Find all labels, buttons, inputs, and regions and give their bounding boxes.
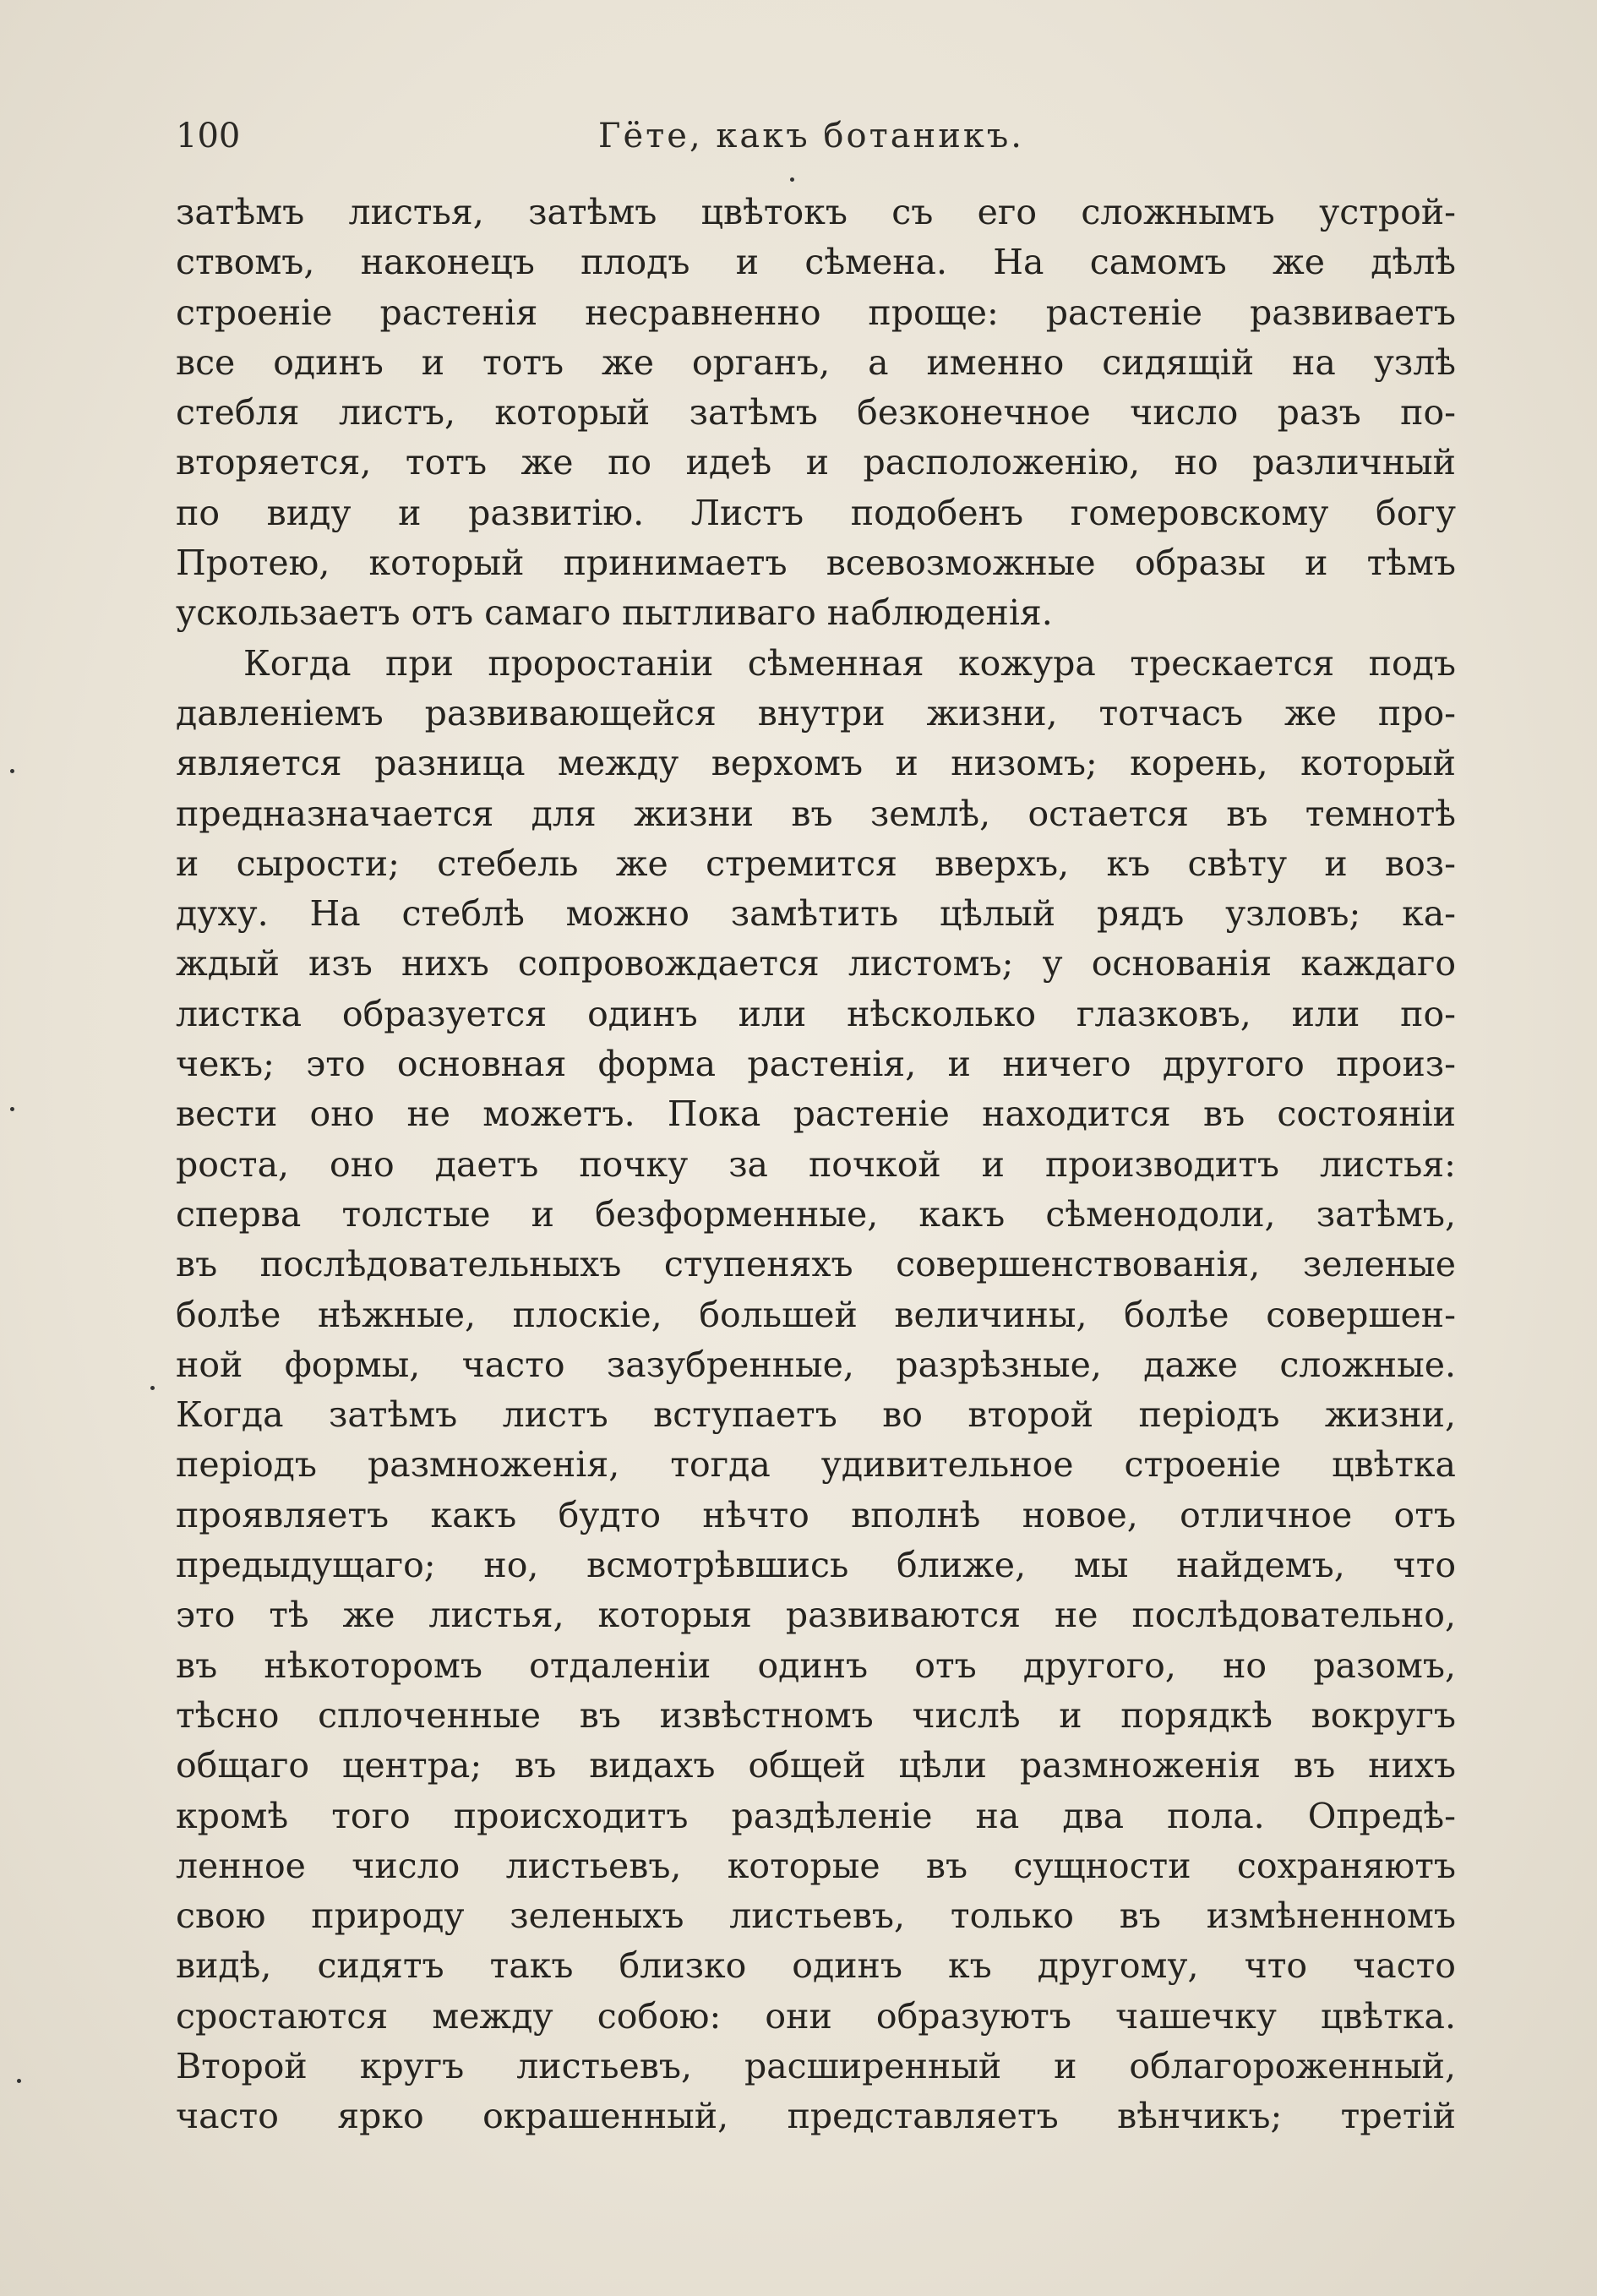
text-line: стебля листъ, который затѣмъ безконечное число разъ по-	[176, 392, 1456, 434]
text-line: свою природу зеленыхъ листьевъ, только въ измѣненномъ	[176, 1895, 1456, 1937]
text-line: и сырости; стебель же стремится вверхъ, къ свѣту и воз-	[176, 843, 1456, 884]
text-line: это тѣ же листья, которыя развиваются не послѣдовательно,	[176, 1595, 1456, 1636]
page-number: 100	[176, 117, 241, 155]
text-line: вторяется, тотъ же по идеѣ и расположенію, но различный	[176, 442, 1456, 483]
text-line: ной формы, часто зазубренные, разрѣзные, даже сложные.	[176, 1344, 1456, 1385]
text-line: кромѣ того происходитъ раздѣленіе на два пола. Опредѣ-	[176, 1795, 1456, 1836]
text-line-paragraph-end: ускользаетъ отъ самаго пытливаго наблюденія.	[176, 592, 1053, 634]
running-title: Гёте, какъ ботаникъ.	[598, 117, 1025, 155]
text-line: въ послѣдовательныхъ ступеняхъ совершенствованія, зеленые	[176, 1244, 1456, 1285]
text-line: ждый изъ нихъ сопровождается листомъ; у основанія каждаго	[176, 943, 1456, 984]
text-line: проявляетъ какъ будто нѣчто вполнѣ новое, отличное отъ	[176, 1494, 1456, 1535]
text-line-paragraph-start: Когда при проростаніи сѣменная кожура трескается подъ	[243, 642, 1456, 684]
text-line: по виду и развитію. Листъ подобенъ гомеровскому богу	[176, 492, 1456, 533]
text-line: все одинъ и тотъ же органъ, а именно сидящій на узлѣ	[176, 341, 1456, 383]
text-line: тѣсно сплоченные въ извѣстномъ числѣ и порядкѣ вокругъ	[176, 1694, 1456, 1736]
text-line: сростаются между собою: они образуютъ чашечку цвѣтка.	[176, 1995, 1456, 2037]
text-line: предназначается для жизни въ землѣ, остается въ темнотѣ	[176, 793, 1456, 834]
text-line: видѣ, сидятъ такъ близко одинъ къ другому, что часто	[176, 1945, 1456, 1987]
page-header	[176, 117, 1460, 167]
ink-speck	[150, 1386, 155, 1390]
text-line: роста, оно даетъ почку за почкой и производитъ листья:	[176, 1143, 1456, 1185]
text-line: ствомъ, наконецъ плодъ и сѣмена. На самомъ же дѣлѣ	[176, 242, 1456, 283]
text-line: затѣмъ листья, затѣмъ цвѣтокъ съ его сложнымъ устрой-	[176, 192, 1456, 232]
text-line: строеніе растенія несравненно проще: растеніе развиваетъ	[176, 292, 1456, 333]
text-line: листка образуется одинъ или нѣсколько глазковъ, или по-	[176, 993, 1456, 1034]
ink-speck	[10, 769, 14, 773]
text-line: Протею, который принимаетъ всевозможные образы и тѣмъ	[176, 543, 1456, 584]
text-line: часто ярко окрашенный, представляетъ вѣнчикъ; третій	[176, 2096, 1456, 2137]
text-line: въ нѣкоторомъ отдаленіи одинъ отъ другого, но разомъ,	[176, 1644, 1456, 1686]
text-line: духу. На стеблѣ можно замѣтить цѣлый рядъ узловъ; ка-	[176, 893, 1456, 935]
text-line: чекъ; это основная форма растенія, и ничего другого произ-	[176, 1044, 1456, 1085]
text-line: Второй кругъ листьевъ, расширенный и облагороженный,	[176, 2045, 1456, 2086]
ink-speck	[17, 2079, 21, 2083]
text-line: періодъ размноженія, тогда удивительное строеніе цвѣтка	[176, 1444, 1456, 1486]
text-line: болѣе нѣжные, плоскіе, большей величины, болѣе совершен-	[176, 1294, 1456, 1335]
text-line: вести оно не можетъ. Пока растеніе находится въ состояніи	[176, 1093, 1456, 1135]
ink-speck	[10, 1107, 14, 1111]
text-line: давленіемъ развивающейся внутри жизни, тотчасъ же про-	[176, 692, 1456, 734]
text-line: ленное число листьевъ, которые въ сущности сохраняютъ	[176, 1845, 1456, 1886]
text-line: общаго центра; въ видахъ общей цѣли размноженія въ нихъ	[176, 1745, 1456, 1786]
text-line: Когда затѣмъ листъ вступаетъ во второй періодъ жизни,	[176, 1394, 1456, 1436]
text-line: предыдущаго; но, всмотрѣвшись ближе, мы найдемъ, что	[176, 1545, 1456, 1586]
text-line: является разница между верхомъ и низомъ; корень, который	[176, 743, 1456, 784]
ink-speck	[790, 177, 794, 182]
body-text	[176, 188, 1456, 2142]
text-line: сперва толстые и безформенные, какъ сѣменодоли, затѣмъ,	[176, 1193, 1456, 1235]
